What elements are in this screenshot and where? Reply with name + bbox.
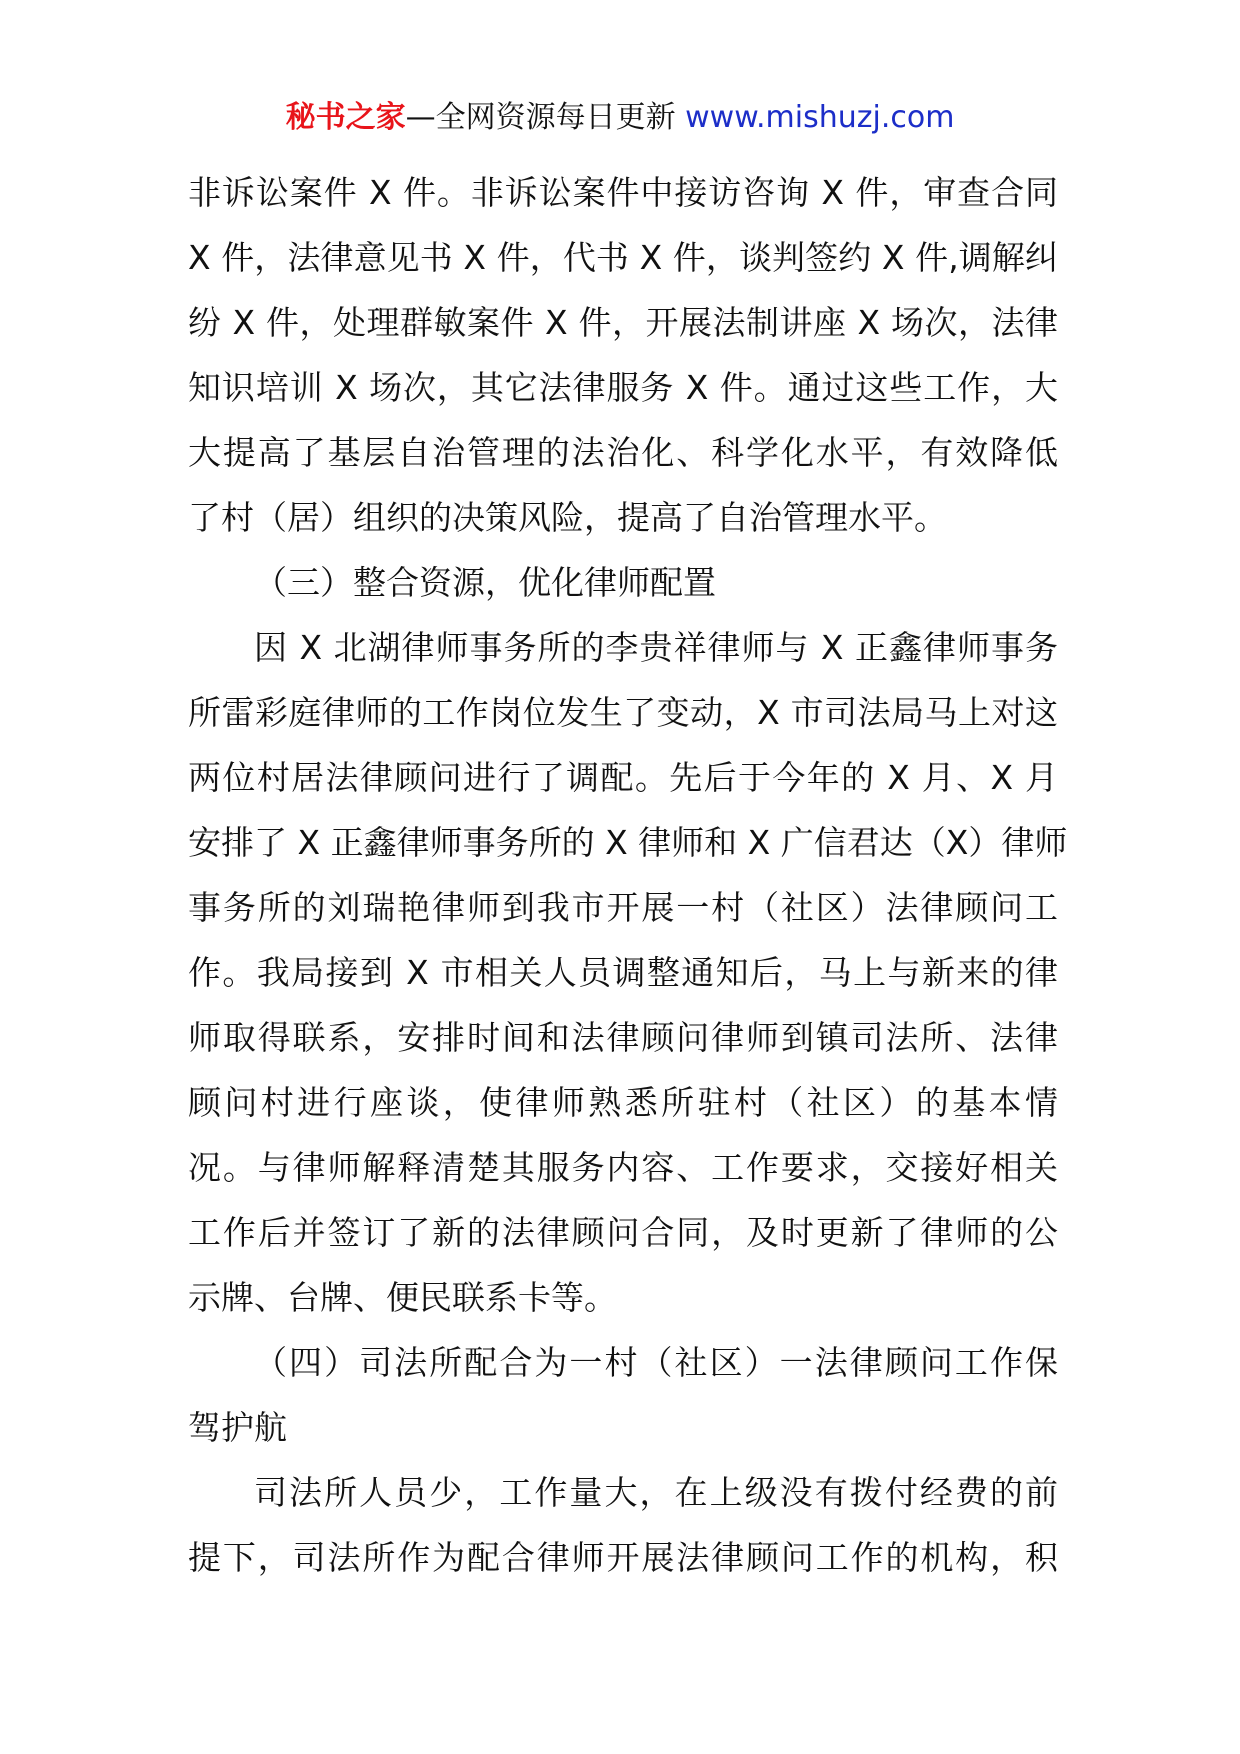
paragraph-start-line: 因 X 北湖律师事务所的李贵祥律师与 X 正鑫律师事务 xyxy=(254,628,1058,667)
text-line: 工作后并签订了新的法律顾问合同，及时更新了律师的公 xyxy=(188,1213,1058,1252)
site-url-link[interactable]: www.mishuzj.com xyxy=(685,100,955,135)
text-line: 大提高了基层自治管理的法治化、科学化水平，有效降低 xyxy=(188,433,1058,472)
text-line: 纷 X 件，处理群敏案件 X 件，开展法制讲座 X 场次，法律 xyxy=(188,303,1058,342)
text-line: 况。与律师解释清楚其服务内容、工作要求，交接好相关 xyxy=(188,1148,1058,1187)
site-header xyxy=(0,98,1240,138)
text-line: 顾问村进行座谈，使律师熟悉所驻村（社区）的基本情 xyxy=(188,1083,1058,1122)
text-line: 作。我局接到 X 市相关人员调整通知后，马上与新来的律 xyxy=(188,953,1058,992)
text-line: 事务所的刘瑞艳律师到我市开展一村（社区）法律顾问工 xyxy=(188,888,1058,927)
text-line: 师取得联系，安排时间和法律顾问律师到镇司法所、法律 xyxy=(188,1018,1058,1057)
text-line: 安排了 X 正鑫律师事务所的 X 律师和 X 广信君达（X）律师 xyxy=(188,823,1068,862)
text-line: 两位村居法律顾问进行了调配。先后于今年的 X 月、X 月 xyxy=(188,758,1058,797)
site-brand: 秘书之家 xyxy=(285,100,406,135)
text-line: X 件，法律意见书 X 件，代书 X 件，谈判签约 X 件,调解纠 xyxy=(188,238,1058,277)
text-line: 知识培训 X 场次，其它法律服务 X 件。通过这些工作，大 xyxy=(188,368,1058,407)
text-line: 提下，司法所作为配合律师开展法律顾问工作的机构，积 xyxy=(188,1538,1058,1577)
text-line: 所雷彩庭律师的工作岗位发生了变动，X 市司法局马上对这 xyxy=(188,693,1058,732)
text-line: 非诉讼案件 X 件。非诉讼案件中接访咨询 X 件，审查合同 xyxy=(188,173,1058,212)
paragraph-start-line: 司法所人员少，工作量大，在上级没有拨付经费的前 xyxy=(254,1473,1058,1512)
paragraph-end-line: 示牌、台牌、便民联系卡等。 xyxy=(188,1278,617,1317)
section-heading-end: 驾护航 xyxy=(188,1408,287,1447)
site-slogan: —全网资源每日更新 xyxy=(405,100,676,135)
section-heading: （四）司法所配合为一村（社区）一法律顾问工作保 xyxy=(254,1343,1058,1382)
paragraph-end-line: 了村（居）组织的决策风险，提高了自治管理水平。 xyxy=(188,498,947,537)
section-heading: （三）整合资源，优化律师配置 xyxy=(254,563,716,602)
document-body xyxy=(188,160,1068,1590)
